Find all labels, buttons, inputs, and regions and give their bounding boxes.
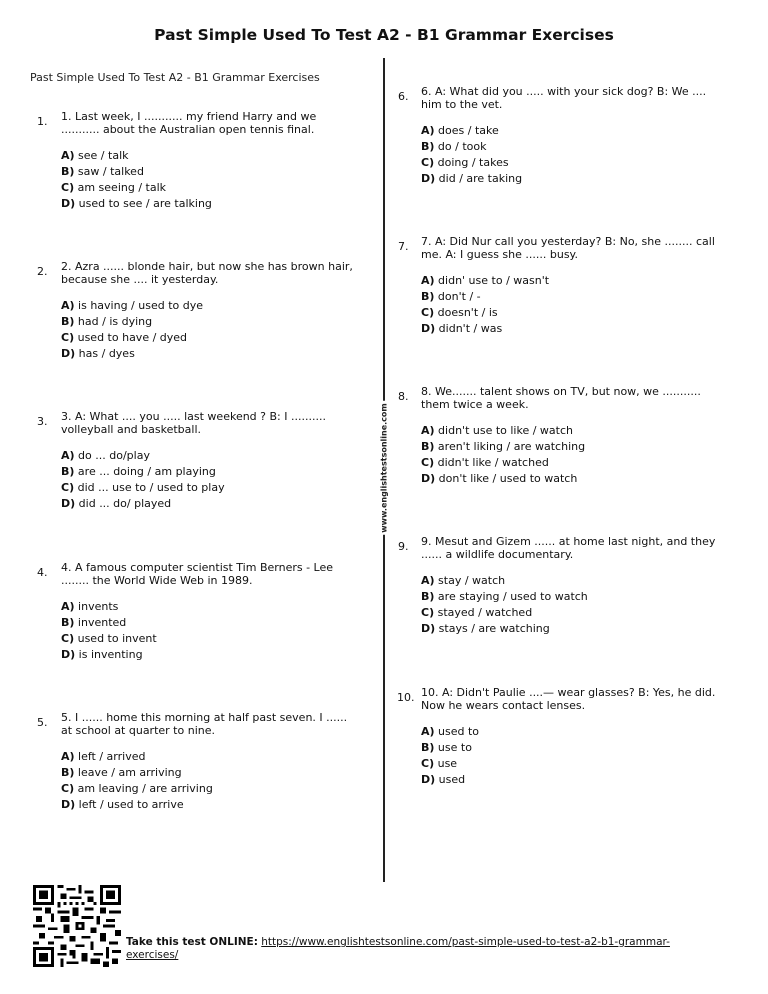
option-letter: C)	[61, 481, 75, 494]
question-number: 7.	[398, 240, 409, 253]
option-letter: B)	[61, 465, 75, 478]
option-letter: B)	[61, 616, 75, 629]
option-a[interactable]	[421, 273, 721, 289]
option-text: did / are taking	[438, 172, 523, 185]
option-a[interactable]	[421, 724, 721, 740]
option-b[interactable]	[421, 289, 721, 305]
option-a[interactable]	[61, 148, 361, 164]
option-text: used to	[438, 725, 480, 738]
option-letter: A)	[61, 449, 75, 462]
option-d[interactable]	[421, 772, 721, 788]
option-c[interactable]	[61, 781, 361, 797]
answer-options	[421, 273, 721, 337]
option-letter: D)	[421, 322, 436, 335]
option-text: is inventing	[78, 648, 143, 661]
question-number: 9.	[398, 540, 409, 553]
option-a[interactable]	[61, 448, 361, 464]
option-letter: C)	[421, 306, 435, 319]
question-number: 3.	[37, 415, 48, 428]
watermark-text: www.englishtestsonline.com	[379, 403, 389, 533]
option-b[interactable]	[61, 765, 361, 781]
option-a[interactable]	[61, 599, 361, 615]
option-letter: D)	[421, 773, 436, 786]
worksheet-subtitle: Past Simple Used To Test A2 - B1 Grammar Exercises	[30, 71, 320, 84]
question-text: 2. Azra ...... blonde hair, but now she has brown hair, because she .... it yesterday.	[61, 260, 353, 286]
page-title: Past Simple Used To Test A2 - B1 Grammar Exercises	[154, 26, 614, 44]
option-letter: B)	[61, 766, 75, 779]
option-c[interactable]	[421, 455, 721, 471]
option-b[interactable]	[421, 139, 721, 155]
footer-label: Take this test ONLINE:	[126, 936, 258, 948]
option-text: stay / watch	[438, 574, 506, 587]
option-letter: D)	[61, 497, 76, 510]
option-text: do ... do/play	[78, 449, 150, 462]
option-text: aren't liking / are watching	[437, 440, 586, 453]
option-text: used to see / are talking	[78, 197, 212, 210]
option-text: didn't like / watched	[437, 456, 549, 469]
option-d[interactable]	[61, 196, 361, 212]
option-text: see / talk	[78, 149, 129, 162]
option-letter: B)	[61, 315, 75, 328]
option-d[interactable]	[61, 346, 361, 362]
question-text: 4. A famous computer scientist Tim Berners - Lee ........ the World Wide Web in 1989.	[61, 561, 334, 587]
option-c[interactable]	[61, 480, 361, 496]
option-letter: A)	[421, 274, 435, 287]
option-text: invented	[77, 616, 127, 629]
answer-options	[61, 298, 361, 362]
option-text: am seeing / talk	[77, 181, 167, 194]
option-text: is having / used to dye	[78, 299, 204, 312]
option-b[interactable]	[61, 464, 361, 480]
option-text: stays / are watching	[438, 622, 550, 635]
option-letter: B)	[421, 440, 435, 453]
question-text: 1. Last week, I ........... my friend Harry and we ........... about the Australian open tennis final.	[61, 110, 317, 136]
option-letter: D)	[61, 798, 76, 811]
option-text: are staying / used to watch	[437, 590, 588, 603]
question-text: 10. A: Didn't Paulie ....— wear glasses? B: Yes, he did. Now he wears contact lenses.	[421, 686, 716, 712]
option-letter: A)	[421, 124, 435, 137]
option-letter: C)	[421, 606, 435, 619]
answer-options	[61, 448, 361, 512]
option-letter: B)	[421, 140, 435, 153]
option-text: don't / -	[437, 290, 481, 303]
option-d[interactable]	[61, 647, 361, 663]
option-text: use	[437, 757, 458, 770]
option-letter: A)	[421, 424, 435, 437]
option-text: used to have / dyed	[77, 331, 188, 344]
answer-options	[421, 423, 721, 487]
option-text: stayed / watched	[437, 606, 533, 619]
option-letter: C)	[61, 181, 75, 194]
option-letter: C)	[61, 632, 75, 645]
option-letter: C)	[61, 782, 75, 795]
question-number: 2.	[37, 265, 48, 278]
question-text: 9. Mesut and Gizem ...... at home last night, and they ...... a wildlife documentary.	[421, 535, 716, 561]
option-letter: B)	[421, 741, 435, 754]
option-text: used	[438, 773, 466, 786]
option-a[interactable]	[421, 423, 721, 439]
option-text: left / used to arrive	[78, 798, 184, 811]
option-b[interactable]	[61, 314, 361, 330]
question-number: 8.	[398, 390, 409, 403]
question-text: 5. I ...... home this morning at half past seven. I ...... at school at quarter to nine.	[61, 711, 348, 737]
option-letter: A)	[61, 600, 75, 613]
option-d[interactable]	[421, 171, 721, 187]
footer-cta	[126, 936, 716, 962]
option-d[interactable]	[421, 321, 721, 337]
question-number: 1.	[37, 115, 48, 128]
option-letter: A)	[61, 299, 75, 312]
option-a[interactable]	[421, 123, 721, 139]
option-a[interactable]	[421, 573, 721, 589]
option-text: are ... doing / am playing	[77, 465, 216, 478]
option-letter: D)	[61, 648, 76, 661]
option-text: don't like / used to watch	[438, 472, 578, 485]
option-d[interactable]	[61, 496, 361, 512]
question-text: 8. We....... talent shows on TV, but now, we ........... them twice a week.	[421, 385, 701, 411]
option-c[interactable]	[421, 756, 721, 772]
option-c[interactable]	[61, 631, 361, 647]
option-letter: C)	[421, 156, 435, 169]
option-text: does / take	[438, 124, 499, 137]
option-text: do / took	[437, 140, 487, 153]
option-letter: D)	[61, 197, 76, 210]
option-c[interactable]	[61, 180, 361, 196]
option-text: had / is dying	[77, 315, 153, 328]
option-text: didn't use to like / watch	[438, 424, 574, 437]
test-url-link[interactable]: https://www.englishtestsonline.com/past-simple-used-to-test-a2-b1-grammar-exercises/	[126, 936, 670, 961]
option-a[interactable]	[61, 749, 361, 765]
option-c[interactable]	[421, 155, 721, 171]
option-text: has / dyes	[78, 347, 135, 360]
option-c[interactable]	[61, 330, 361, 346]
option-text: doing / takes	[437, 156, 509, 169]
option-letter: C)	[61, 331, 75, 344]
option-a[interactable]	[61, 298, 361, 314]
option-text: did ... use to / used to play	[77, 481, 225, 494]
option-letter: A)	[421, 725, 435, 738]
question-number: 4.	[37, 566, 48, 579]
option-b[interactable]	[421, 589, 721, 605]
option-text: left / arrived	[78, 750, 146, 763]
option-letter: D)	[421, 172, 436, 185]
option-text: saw / talked	[77, 165, 144, 178]
option-text: didn' use to / wasn't	[438, 274, 550, 287]
option-text: am leaving / are arriving	[77, 782, 213, 795]
answer-options	[61, 749, 361, 813]
option-c[interactable]	[421, 605, 721, 621]
option-c[interactable]	[421, 305, 721, 321]
option-letter: B)	[61, 165, 75, 178]
option-letter: A)	[61, 750, 75, 763]
answer-options	[421, 123, 721, 187]
option-text: did ... do/ played	[78, 497, 172, 510]
option-text: use to	[437, 741, 472, 754]
option-text: doesn't / is	[437, 306, 498, 319]
option-b[interactable]	[421, 439, 721, 455]
question-number: 5.	[37, 716, 48, 729]
option-b[interactable]	[61, 615, 361, 631]
question-text: 7. A: Did Nur call you yesterday? B: No, she ........ call me. A: I guess she ...... busy.	[421, 235, 715, 261]
option-text: leave / am arriving	[77, 766, 182, 779]
option-text: invents	[78, 600, 119, 613]
question-number: 10.	[397, 691, 415, 704]
option-letter: C)	[421, 757, 435, 770]
question-number: 6.	[398, 90, 409, 103]
option-letter: B)	[421, 290, 435, 303]
option-text: used to invent	[77, 632, 157, 645]
option-d[interactable]	[61, 797, 361, 813]
option-letter: D)	[421, 622, 436, 635]
option-letter: D)	[61, 347, 76, 360]
question-text: 3. A: What .... you ..... last weekend ? B: I .......... volleyball and basketball.	[61, 410, 326, 436]
option-letter: C)	[421, 456, 435, 469]
answer-options	[61, 148, 361, 212]
option-text: didn't / was	[438, 322, 503, 335]
option-b[interactable]	[421, 740, 721, 756]
option-letter: A)	[421, 574, 435, 587]
option-letter: D)	[421, 472, 436, 485]
option-d[interactable]	[421, 621, 721, 637]
option-d[interactable]	[421, 471, 721, 487]
question-text: 6. A: What did you ..... with your sick dog? B: We .... him to the vet.	[421, 85, 707, 111]
option-letter: B)	[421, 590, 435, 603]
option-letter: A)	[61, 149, 75, 162]
option-b[interactable]	[61, 164, 361, 180]
answer-options	[421, 573, 721, 637]
answer-options	[421, 724, 721, 788]
answer-options	[61, 599, 361, 663]
qr-code-icon[interactable]	[33, 885, 121, 967]
